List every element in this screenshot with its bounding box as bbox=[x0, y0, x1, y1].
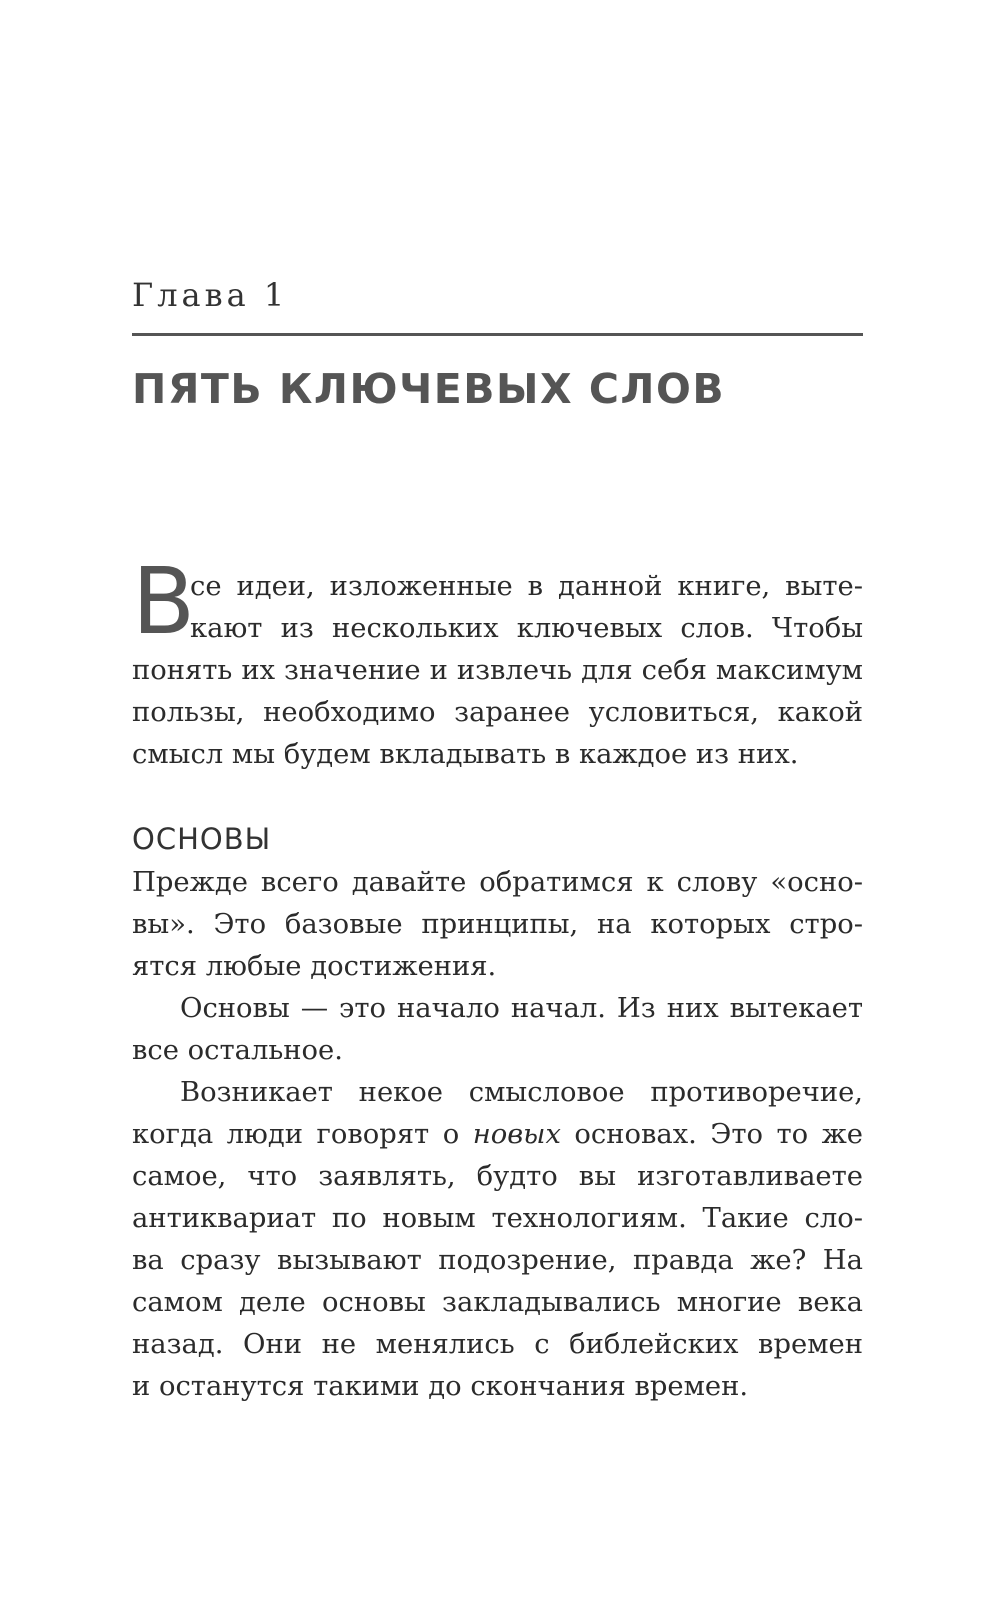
paragraph-line: Основы — это начало начал. Из них вытекает bbox=[180, 993, 863, 1024]
paragraph-line bbox=[132, 1114, 863, 1156]
text-fragment: когда люди говорят о bbox=[132, 1119, 473, 1150]
paragraph-line: ятся любые достижения. bbox=[132, 951, 497, 982]
paragraph-line: все остальное. bbox=[132, 1035, 343, 1066]
chapter-label: Глава 1 bbox=[132, 276, 289, 314]
paragraph-line: вы». Это базовые принципы, на которых стро- bbox=[132, 909, 863, 940]
section-heading: ОСНОВЫ bbox=[132, 822, 272, 856]
intro-line: понять их значение и извлечь для себя максимум bbox=[132, 655, 863, 686]
text-fragment: основах. Это то же bbox=[560, 1119, 863, 1150]
chapter-divider bbox=[132, 333, 863, 336]
intro-paragraph bbox=[132, 566, 863, 776]
intro-line: смысл мы будем вкладывать в каждое из них. bbox=[132, 739, 799, 770]
intro-line: пользы, необходимо заранее условиться, какой bbox=[132, 697, 863, 728]
paragraph-line: и останутся такими до скончания времен. bbox=[132, 1371, 749, 1402]
paragraph-line: назад. Они не менялись с библейских времен bbox=[132, 1329, 863, 1360]
paragraph-line: ва сразу вызывают подозрение, правда же? На bbox=[132, 1245, 863, 1276]
paragraph-line: Возникает некое смысловое противоречие, bbox=[180, 1077, 863, 1108]
emphasis-word: новых bbox=[472, 1119, 561, 1150]
chapter-title: ПЯТЬ КЛЮЧЕВЫХ СЛОВ bbox=[132, 365, 726, 413]
drop-cap: В bbox=[132, 548, 196, 655]
paragraph-line: антиквариат по новым технологиям. Такие сло- bbox=[132, 1203, 863, 1234]
paragraph-line: самом деле основы закладывались многие века bbox=[132, 1287, 863, 1318]
paragraph-line: самое, что заявлять, будто вы изготавливаете bbox=[132, 1161, 863, 1192]
intro-line: кают из нескольких ключевых слов. Чтобы bbox=[190, 613, 863, 644]
paragraph-line: Прежде всего давайте обратимся к слову «осно- bbox=[132, 867, 863, 898]
intro-line: се идеи, изложенные в данной книге, выте- bbox=[190, 571, 863, 602]
section-body bbox=[132, 862, 863, 1408]
